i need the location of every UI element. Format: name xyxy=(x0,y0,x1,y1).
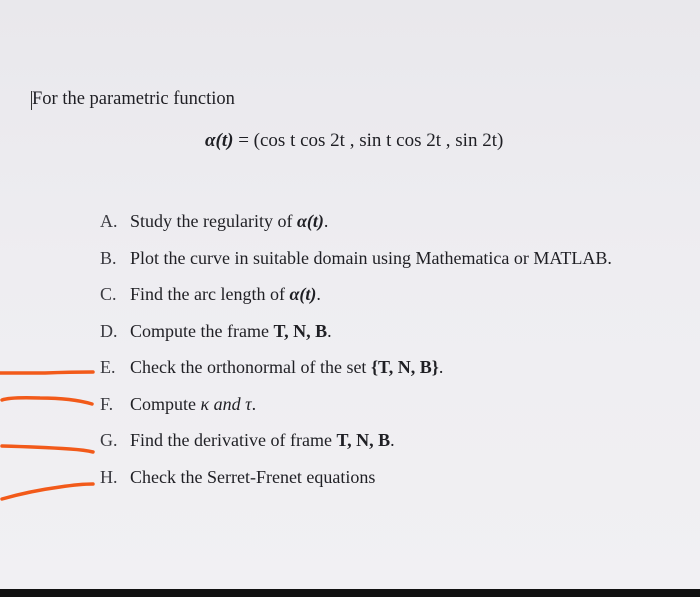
annotation-mark-g xyxy=(2,446,93,452)
item-text: Compute the frame xyxy=(130,320,274,341)
item-end: . xyxy=(323,211,329,231)
item-letter: E. xyxy=(100,357,116,377)
item-end: . xyxy=(316,284,321,304)
item-end: . xyxy=(251,393,257,414)
item-text: Find the derivative of frame xyxy=(130,430,337,450)
item-text: Compute xyxy=(130,393,201,414)
item-letter: B. xyxy=(100,247,117,268)
annotation-mark-f xyxy=(2,398,92,404)
item-math: κ and τ xyxy=(200,393,252,414)
item-text: Check the orthonormal of the set xyxy=(130,357,371,377)
item-letter: G. xyxy=(100,430,118,450)
item-text: Find the arc length of xyxy=(130,284,290,304)
item-math: α(t) xyxy=(289,284,317,304)
item-letter: F. xyxy=(100,393,114,414)
item-letter: A. xyxy=(100,211,118,231)
item-letter: H. xyxy=(100,466,118,487)
item-math: α(t) xyxy=(296,211,324,231)
intro-text: For the parametric function xyxy=(32,89,235,109)
item-text: Check the Serret-Frenet equations xyxy=(130,466,376,487)
item-end: . xyxy=(438,357,444,377)
formula-equals: = xyxy=(233,130,254,151)
item-end: . xyxy=(390,430,395,450)
item-letter: C. xyxy=(100,284,117,304)
formula-rhs: (cos t cos 2t , sin t cos 2t , sin 2t) xyxy=(253,130,504,151)
item-math: {T, N, B} xyxy=(370,357,439,377)
item-math: T, N, B xyxy=(336,430,391,450)
item-end: . xyxy=(327,320,332,341)
item-math: T, N, B xyxy=(273,320,328,341)
annotation-mark-e xyxy=(0,372,93,373)
item-text: Plot the curve in suitable domain using Mathematica or MATLAB. xyxy=(130,247,612,268)
formula-lhs: α(t) xyxy=(205,130,234,151)
item-letter: D. xyxy=(100,320,118,341)
item-text: Study the regularity of xyxy=(130,211,297,231)
annotation-mark-h xyxy=(2,484,93,499)
bottom-bar xyxy=(0,589,700,597)
